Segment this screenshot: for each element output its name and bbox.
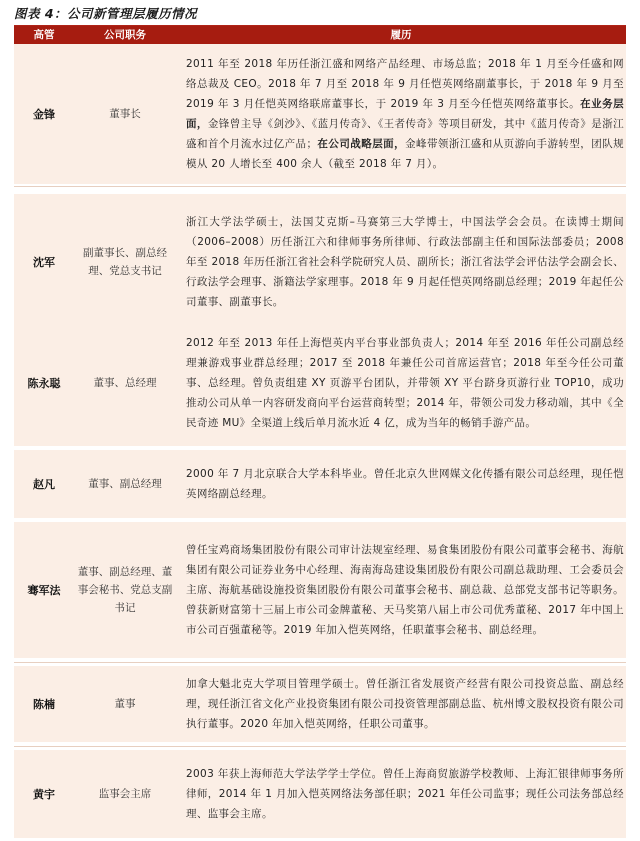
resume-text: 金锋曾主导《剑沙》、《蓝月传奇》、《王者传奇》等项目研发，其中《蓝月传奇》是浙江盛和首个月流水过亿产品； xyxy=(186,118,625,150)
exec-name: 赵凡 xyxy=(33,478,55,491)
exec-position: 董事、总经理 xyxy=(93,377,157,389)
resume-emphasis: 在公司战略层面， xyxy=(317,138,406,150)
exec-resume xyxy=(176,54,624,174)
exec-position: 董事、副总经理、董事会秘书、党总支副书记 xyxy=(77,566,173,614)
exec-resume xyxy=(176,674,624,734)
exec-name: 金锋 xyxy=(33,108,55,121)
table-row xyxy=(14,666,626,742)
resume-text: 金峰带领浙江盛和从页游向手游转型，团队规模从 20 人增长至 400 余人（截至 2018 年 7 月）。 xyxy=(186,138,625,170)
row-divider xyxy=(14,746,626,747)
exec-resume xyxy=(176,464,624,504)
resume-text: 浙江大学法学硕士，法国艾克斯–马赛第三大学博士，中国法学会会员。在读博士期间（2006–2008）历任浙江六和律师事务所律师、行政法部副主任和国际法部委员；2008 年至 2018 年历任浙江省社会科学院研究人员、副所长；浙江省法学会评估法学会副会长、行政法学会理事、浙籍法学家理事。2018 年 9 月起任恺英网络副总经理；2019 年起任公司董事、副董事长。 xyxy=(186,215,624,308)
resume-emphasis: 在业务层面， xyxy=(186,98,624,130)
exec-position: 副董事长、副总经理、党总支书记 xyxy=(83,246,167,277)
table-row xyxy=(14,44,626,184)
exec-resume xyxy=(176,764,624,824)
table-row xyxy=(14,194,626,329)
resume-text: 2003 年获上海师范大学法学学士学位。曾任上海商贸旅游学校教师、上海汇银律师事务所律师，2014 年 1 月加入恺英网络法务部任职；2021 年任公司监事；现任公司法务部总经理、监事会主席。 xyxy=(186,768,624,820)
exec-resume xyxy=(176,333,624,433)
exec-resume xyxy=(176,212,624,312)
figure-caption: 图表 4：公司新管理层履历情况 xyxy=(14,6,198,21)
header-exec: 高管 xyxy=(33,29,55,41)
resume-text: 2011 年至 2018 年历任浙江盛和网络产品经理、市场总监；2018 年 1 月至今任盛和网络总裁及 CEO。2018 年 7 月至 2018 年 9 月任恺英网络副董事长，于 2018 年 9 月至 2019 年 3 月任恺英网络联席董事长，于 2019 年 3 月至今任恺英网络董事长。 xyxy=(186,58,624,110)
exec-name: 陈楠 xyxy=(33,698,55,711)
exec-position: 董事 xyxy=(114,698,136,710)
exec-position: 董事、副总经理 xyxy=(88,478,162,490)
exec-name: 沈军 xyxy=(33,255,55,269)
management-table xyxy=(14,26,626,820)
header-position: 公司职务 xyxy=(104,29,146,41)
exec-resume xyxy=(176,540,624,640)
row-divider xyxy=(14,186,626,187)
resume-text: 加拿大魁北克大学项目管理学硕士。曾任浙江省发展资产经营有限公司投资总监、副总经理，现任浙江省文化产业投资集团有限公司投资管理部副总监、杭州博文股权投资有限公司执行董事。2020 年加入恺英网络，任职公司董事。 xyxy=(186,678,624,730)
exec-name: 黄宇 xyxy=(33,788,55,801)
header-resume: 履历 xyxy=(390,29,412,41)
exec-name: 骞军法 xyxy=(27,584,61,597)
resume-text: 2000 年 7 月北京联合大学本科毕业。曾任北京久世网媒文化传播有限公司总经理，现任恺英网络副总经理。 xyxy=(186,468,624,500)
exec-position: 董事长 xyxy=(109,108,141,120)
resume-text: 曾任宝鸡商场集团股份有限公司审计法规室经理、易食集团股份有限公司董事会秘书、海航集团有限公司证券业务中心经理、海南海岛建设集团股份有限公司副总裁助理、工会委员会主席、海航基础设施投资集团股份有限公司董事会秘书、副总裁、总部党支部书记等职务。曾获新财富第十三届上市公司金牌董秘、天马奖第八届上市公司优秀董秘、2017 年中国上市公司百强董秘等。2019 年加入恺英网络，任职董事会秘书、副总经理。 xyxy=(186,544,624,636)
row-divider xyxy=(14,662,626,663)
table-row xyxy=(14,522,626,658)
exec-position: 监事会主席 xyxy=(98,788,152,800)
table-header xyxy=(14,26,626,44)
table-row xyxy=(14,320,626,446)
table-row xyxy=(14,750,626,838)
table-row xyxy=(14,450,626,518)
exec-name: 陈永聪 xyxy=(27,377,61,390)
resume-text: 2012 年至 2013 年任上海恺英内平台事业部负责人；2014 年至 2016 年任公司副总经理兼游戏事业群总经理；2017 至 2018 年兼任公司首席运营官；2018 年至今任公司董事、总经理。曾负责组建 XY 页游平台团队，并带领 XY 平台跻身页游行业 TOP10，成功推动公司从单一内容研发商向平台运营商转型；2014 年，带领公司发力移动端，其中《全民奇迹 MU》全渠道上线后单月流水近 4 亿，成为当年的畅销手游产品。 xyxy=(186,337,624,429)
